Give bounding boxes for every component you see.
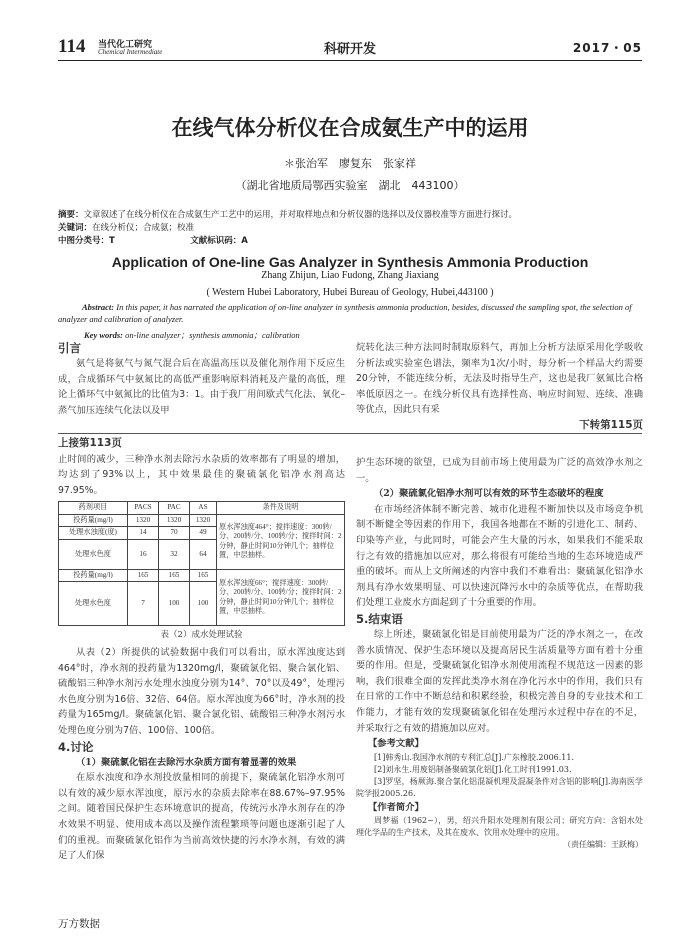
clc-value: T [109, 236, 115, 246]
discussion-subheading-1: （1）聚硫氯化铝在去除污水杂质方面有着显著的效果 [76, 756, 297, 768]
continued-to: 下转第115页 [579, 418, 643, 431]
intro-left-text: 氨气是将氨气与氮气混合后在高温高压以及催化剂作用下反应生成，合成循环气中氨氮比的高低严重影响原料消耗及产量的高低，理论上循环气中氨氮比的比值为3：1。由于我厂用间歇式气化法、氧化–蒸气加压连续气化法以及甲 [58, 358, 345, 416]
page-header [58, 36, 642, 61]
references-heading: 【参考文献】 [368, 738, 424, 750]
table-header-cell: 条件及说明 [217, 502, 345, 515]
english-authors: Zhang Zhijun, Liao Fudong, Zhang Jiaxiang [261, 270, 439, 281]
page-number: 114 [58, 36, 86, 57]
keywords-cn [58, 222, 648, 235]
table-caption: 表（2）成水处理试验 [160, 630, 243, 641]
intro-left-column [58, 340, 345, 418]
author-bio-heading: 【作者简介】 [368, 801, 424, 813]
reference-item: [3]罗坚，杨厥海.聚合氯化铝混凝机理及混凝条件对含铝的影响[J].海南医学院学报2005.26. [356, 776, 643, 798]
abstract-cn [58, 209, 648, 222]
table-cell: 165 [128, 569, 159, 582]
english-keywords-label: Key words [84, 330, 121, 340]
table-cell: 64 [190, 539, 217, 569]
table-cell: 处理水色度 [59, 582, 128, 626]
table-header-cell: PACS [128, 502, 159, 515]
intro-right-text: 烷转化法三种方法同时制取原料气，再加上分析方法原采用化学吸收分析法或实验室色谱法，频率为1次/小时，每分析一个样品大约需要20分钟，不能连续分析，无法及时指导生产，这也是我厂氨氮比合格率低原因之一。在线分析仪具有选择性高、响应时间短、连续、准确等优点，因此只有采 [356, 342, 643, 416]
section-divider [58, 433, 642, 434]
table-cell: 14 [128, 527, 159, 540]
table-cell: 100 [190, 582, 217, 626]
english-keywords: Key words: on-line analyzer；synthesis ammonia；calibration [84, 330, 300, 340]
table-cell: 投药量(mg/l) [59, 514, 128, 527]
body-right-p1: 护生态环境的欲望，已成为目前市场上使用最为广泛的高效净水剂之一。 [356, 457, 643, 484]
table-header-cell: PAC [159, 502, 190, 515]
table-cell: 1320 [159, 514, 190, 527]
table-cell: 1320 [128, 514, 159, 527]
table-header-cell: 药剂项目 [59, 502, 128, 515]
issue-number: 2017・05 [572, 41, 642, 55]
table-cell: 投药量(mg/l) [59, 569, 128, 582]
classification [58, 235, 648, 248]
table-cell: 处理水浊度(度) [59, 527, 128, 540]
intro-right-column [356, 340, 643, 434]
reference-item: [2]刘永生.用废铝制备聚硫氯化铝[J].化工时刊1991.03. [374, 764, 572, 774]
english-keywords-text: on-line analyzer；synthesis ammonia；calibration [125, 330, 300, 340]
table-conditions-cell: 原水浑浊度464°；搅拌速度：300转/分、200转/分、100转/分；搅拌时间：2分钟，静止时间10分钟几个；抽样位置，中层抽样。 [217, 514, 345, 569]
english-affiliation: ( Western Hubei Laboratory, Hubei Bureau of Geology, Hubei,443100 ) [206, 287, 494, 298]
english-abstract-label: Abstract [82, 302, 112, 312]
article-title: 在线气体分析仪在合成氨生产中的运用 [171, 116, 529, 140]
body-right-p3: 综上所述，聚硫氯化铝是目前使用最为广泛的净水剂之一，在改善水质情况、保护生态环境以及提高居民生活质量等方面有着十分重要的作用。但是，受聚硫氯化铝净水剂使用流程不规范这一因素的影响，我们很难全面的发挥此类净水剂在净化污水中的作用，我们只有在日常的工作中不断总结和积累经验，积极完善自身的专业技术和工作能力，才能有效的发现聚硫氯化铝在处理污水过程中存在的不足，并采取行之有效的措施加以应对。 [356, 628, 643, 734]
table-cell: 165 [190, 569, 217, 582]
responsible-editor: （责任编辑：王跃梅） [563, 840, 643, 850]
table-header-row [59, 502, 345, 515]
continued-from: 上接第113页 [58, 437, 122, 449]
table-row [59, 514, 345, 527]
body-right-p2: 在市场经济体制不断完善、城市化进程不断加快以及市场竞争机制不断健全等因素的作用下，我国各地都在不断的引进化工、制药、印染等产业，与此同时，可能会产生大量的污水，如果我们不能采取行之有效的措施加以应对，那么将很有可能给当地的生态环境造成严重的破坏。而从上文所阐述的内容中我们不难看出：聚硫氯化铝净水剂具有净水效果明显、可以快速沉降污水中的杂质等优点，在帮助我们处理工业废水方面起到了十分重要的作用。 [356, 503, 643, 609]
discussion-heading: 4.讨论 [58, 739, 94, 754]
authors: ＊张治军 廖复东 张家祥 [284, 157, 416, 170]
table-row [59, 569, 345, 582]
body-left-p1: 止时间的减少，三种净水剂去除污水杂质的效率都有了明显的增加，均达到了93%以上，其中效果最佳的聚硫氯化铝净水剂高达97.95%。 [58, 453, 345, 496]
table-cell: 16 [128, 539, 159, 569]
keywords-cn-label: 关键词： [58, 223, 93, 233]
table-cell: 49 [190, 527, 217, 540]
english-title: Application of One-line Gas Analyzer in Synthesis Ammonia Production [111, 254, 589, 270]
abstract-cn-label: 摘要： [58, 210, 84, 220]
table-cell: 1320 [190, 514, 217, 527]
reference-item: [1]韩秀山.我国净水剂的专利汇总[J].广东橡胶.2006.11. [374, 752, 575, 762]
doc-code-value: A [241, 236, 248, 246]
table-header-cell: AS [190, 502, 217, 515]
abstract-cn-text: 文章叙述了在线分析仪在合成氨生产工艺中的运用，并对取样地点和分析仪器的选择以及仪器校准等方面进行探讨。 [83, 210, 518, 220]
table-conditions-cell: 原水浑浊度66°；搅拌速度：300转/分、200转/分、100转/分；搅拌时间：2分钟，静止时间10分钟几个；抽样位置，中层抽样。 [217, 569, 345, 626]
table-cell: 7 [128, 582, 159, 626]
table-cell: 100 [159, 582, 190, 626]
table-cell: 165 [159, 569, 190, 582]
conclusion-heading: 5.结束语 [356, 611, 403, 626]
section-name: 科研开发 [323, 42, 376, 57]
journal-name-en: Chemical Intermediate [98, 48, 163, 56]
english-abstract: Abstract: In this paper, it has narrated the application of on-line analyzer in synthesis ammonia production, besides, discussed the sampling spot, the selection of analyzer and calibration of analyzer. [58, 302, 632, 324]
clc-label: 中图分类号： [58, 236, 110, 246]
body-left-column [58, 436, 345, 864]
author-bio: 周梦福（1962~），男，绍兴升阳水处理剂有限公司；研究方向：含铝水处理化学品的生产技术，及其在废水、饮用水处理中的应用。 [356, 816, 643, 838]
body-left-p3: 在原水浊度和净水剂投放量相同的前提下，聚硫氯化铝净水剂可以有效的减少原水浑浊度，原污水的杂质去除率在88.67%–97.95%之间。随着国民保护生态环境意识的提高，传统污水净水剂存在的净水效果不明显、使用成本高以及操作流程繁琐等问题也逐渐引起了人们的重视。而聚硫氯化铝作为当前高效快捷的污水净水剂，有效的满足了人们保 [58, 772, 345, 862]
doc-code-label: 文献标识码： [190, 236, 242, 246]
data-table [58, 501, 345, 626]
body-right-column [356, 455, 643, 851]
footer-source: 万方数据 [58, 918, 100, 930]
journal-name-cn: 当代化工研究 [98, 40, 153, 50]
keywords-cn-text: 在线分析仪；合成氨；校准 [92, 223, 195, 233]
table-cell: 处理水色度 [59, 539, 128, 569]
table-cell: 32 [159, 539, 190, 569]
english-abstract-text: In this paper, it has narrated the application of on-line analyzer in synthesis ammonia production, besides, discussed the sampling spot, the selection of analyzer and calibration of analyzer. [58, 302, 632, 324]
table-cell: 70 [159, 527, 190, 540]
discussion-subheading-2: （2）聚硫氯化铝净水剂可以有效的环节生态破坏的程度 [374, 488, 604, 500]
intro-heading: 引言 [58, 341, 81, 355]
affiliation: （湖北省地质局鄂西实验室 湖北 443100） [235, 179, 465, 192]
body-left-p2: 从表（2）所提供的试验数据中我们可以看出，原水浑浊度达到464°时，净水剂的投药量为1320mg/l，聚硫氯化铝、聚合氯化铝、硫酸铝三种净水剂污水处理水浊度分别为14°、70°以及49°，处理污水色度分别为16倍、32倍、64倍。原水浑浊度为66°时，净水剂的投药量为165mg/l。聚硫氯化铝、聚合氯化铝、硫酸铝三种净水剂污水处理色度分别为7倍、100倍、100倍。 [58, 646, 345, 736]
